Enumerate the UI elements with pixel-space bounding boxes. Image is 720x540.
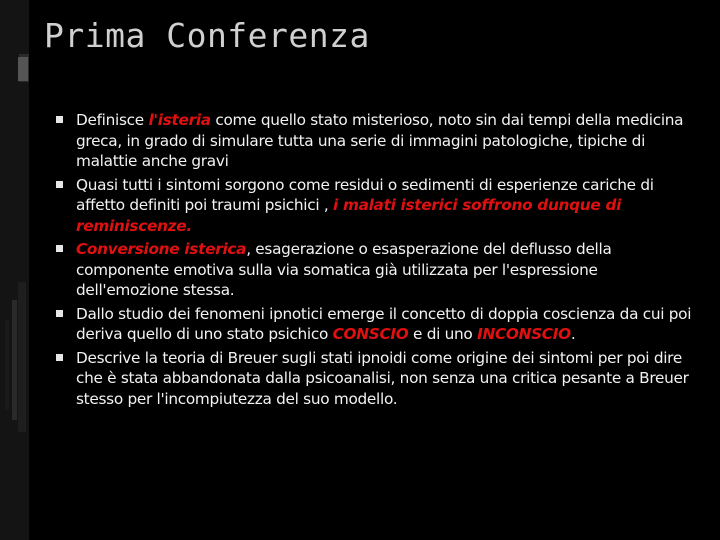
bullet-list: [56, 110, 696, 412]
bullet-text: Quasi tutti i sintomi sorgono come residui o sedimenti di esperienze cariche di affetto definiti poi traumi psichici ,: [76, 175, 654, 214]
highlighted-text: l'isteria: [148, 111, 211, 129]
decorative-stripe: [5, 320, 9, 410]
bullet-square-icon: [56, 245, 63, 252]
bullet-text: Dallo studio dei fenomeni ipnotici emerge il concetto di doppia coscienza da cui poi deriva quello di uno stato psichico: [76, 304, 692, 343]
highlighted-text: INCONSCIO: [477, 325, 571, 343]
decorative-stripe: [18, 282, 26, 432]
bullet-text: e di uno: [408, 325, 478, 343]
decorative-stripe: [12, 300, 17, 420]
bullet-square-icon: [56, 310, 63, 317]
bullet-item: [56, 239, 696, 301]
bullet-item: [56, 304, 696, 345]
bullet-text: Descrive la teoria di Breuer sugli stati ipnoidi come origine dei sintomi per poi dire che è stata abbandonata dalla psicoanalisi, non senza una critica pesante a Breuer stesso per l'incompiutezza del suo modello.: [76, 348, 689, 408]
decorative-block: [18, 57, 28, 81]
highlighted-text: CONSCIO: [332, 325, 409, 343]
bullet-text: .: [570, 325, 576, 343]
highlighted-text: i malati isterici soffrono dunque di reminiscenze.: [76, 196, 622, 235]
bullet-item: [56, 110, 696, 172]
bullet-square-icon: [56, 181, 63, 188]
bullet-square-icon: [56, 354, 63, 361]
bullet-item: [56, 348, 696, 410]
slide-title: Prima Conferenza: [44, 16, 370, 55]
highlighted-text: Conversione isterica: [76, 240, 247, 258]
bullet-item: [56, 175, 696, 237]
bullet-text: come quello stato misterioso, noto sin dai tempi della medicina greca, in grado di simulare tutta una serie di immagini patologiche, tipiche di malattie anche gravi: [76, 111, 684, 170]
bullet-text: , esagerazione o esasperazione del deflusso della componente emotiva sulla via somatica già utilizzata per l'espressione dell'emozione stessa.: [76, 240, 612, 299]
bullet-square-icon: [56, 116, 63, 123]
bullet-text: Definisce: [76, 111, 149, 129]
